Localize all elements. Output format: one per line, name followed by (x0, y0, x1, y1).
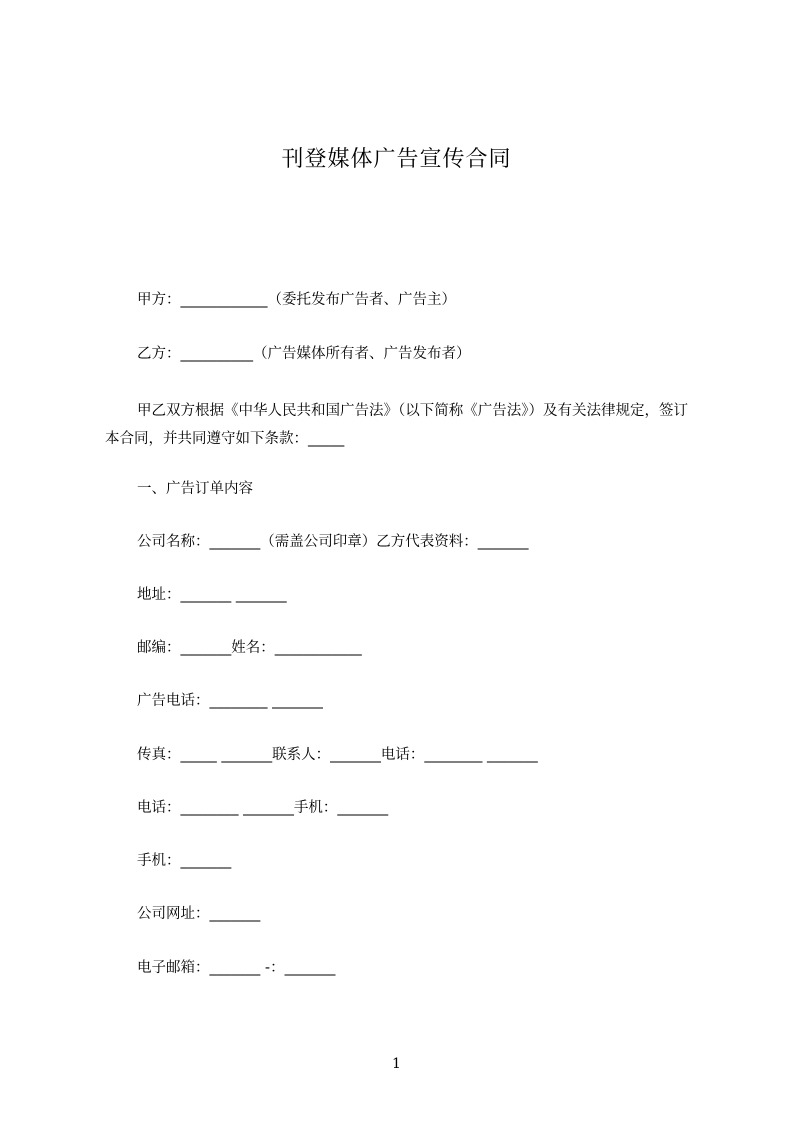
page-number: 1 (392, 1056, 401, 1072)
field-line: 电话：________ _______手机：_______ (137, 800, 389, 816)
party-a-line: 甲方：____________（委托发布广告者、广告主） (137, 292, 456, 308)
field-line: 传真：_____ _______联系人：_______电话：________ _______ (137, 747, 538, 763)
section-heading: 一、广告订单内容 (137, 481, 253, 497)
field-line: 邮编：_______姓名：____________ (137, 640, 362, 656)
field-line: 电子邮箱：_______ -：_______ (137, 960, 336, 976)
field-line: 手机：_______ (137, 853, 232, 869)
document-title: 刊登媒体广告宣传合同 (281, 147, 512, 172)
field-line: 公司名称：_______（需盖公司印章）乙方代表资料：_______ (137, 534, 529, 550)
field-line: 地址：_______ _______ (137, 587, 287, 603)
party-b-line: 乙方：__________（广告媒体所有者、广告发布者） (137, 346, 471, 362)
field-line: 公司网址：_______ (137, 906, 261, 922)
preamble-paragraph: 甲乙双方根据《中华人民共和国广告法》（以下简称《广告法》）及有关法律规定，签订本合同，并共同遵守如下条款：_____ (105, 403, 688, 447)
field-line: 广告电话：________ _______ (137, 693, 323, 709)
